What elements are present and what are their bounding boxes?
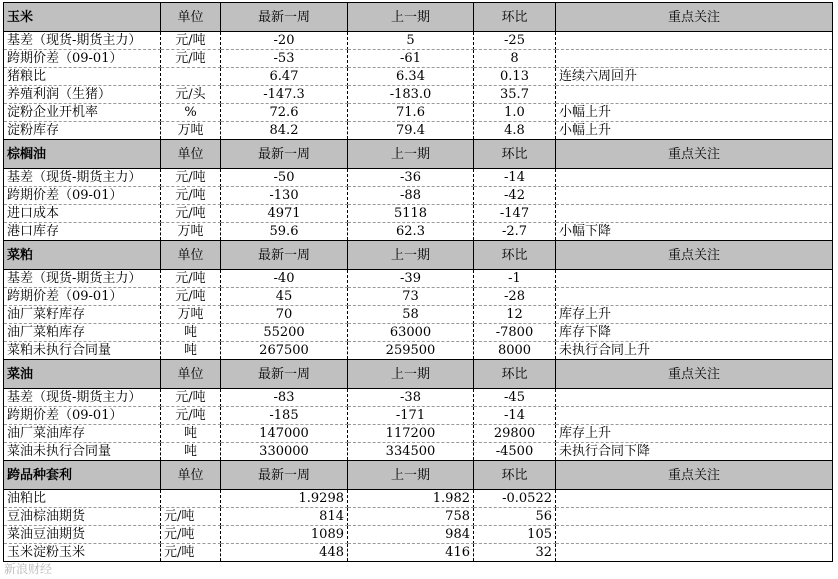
previous-period-cell: -39 <box>348 270 474 288</box>
change-header: 环比 <box>474 241 556 270</box>
focus-note-cell <box>556 50 833 68</box>
section-title: 菜粕 <box>4 241 161 270</box>
previous-period-header: 上一期 <box>348 3 474 32</box>
table-row <box>4 508 833 526</box>
latest-week-cell: 1.9298 <box>221 490 348 508</box>
latest-week-cell: -50 <box>221 169 348 187</box>
table-row <box>4 324 833 342</box>
previous-period-cell: 416 <box>348 544 474 562</box>
table-row <box>4 306 833 324</box>
latest-week-header: 最新一周 <box>221 3 348 32</box>
table-row <box>4 187 833 205</box>
change-cell: 1.0 <box>474 104 556 122</box>
latest-week-cell: 55200 <box>221 324 348 342</box>
section-title: 跨品种套利 <box>4 461 161 490</box>
unit-cell: 万吨 <box>161 122 221 140</box>
unit-cell: 元/吨 <box>161 187 221 205</box>
indicator-name: 油厂菜籽库存 <box>4 306 161 324</box>
change-header: 环比 <box>474 461 556 490</box>
latest-week-cell: 4971 <box>221 205 348 223</box>
weekly-data-table <box>3 2 833 562</box>
focus-note-cell: 小幅上升 <box>556 104 833 122</box>
table-row <box>4 270 833 288</box>
change-cell: -45 <box>474 389 556 407</box>
latest-week-header: 最新一周 <box>221 360 348 389</box>
previous-period-cell: -61 <box>348 50 474 68</box>
indicator-name: 菜油未执行合同量 <box>4 443 161 461</box>
latest-week-cell: -53 <box>221 50 348 68</box>
focus-note-cell <box>556 508 833 526</box>
previous-period-cell: 79.4 <box>348 122 474 140</box>
previous-period-cell: 984 <box>348 526 474 544</box>
latest-week-header: 最新一周 <box>221 461 348 490</box>
table-row <box>4 544 833 562</box>
unit-cell: 元/吨 <box>161 526 221 544</box>
unit-cell: 元/吨 <box>161 389 221 407</box>
focus-header: 重点关注 <box>556 360 833 389</box>
unit-header: 单位 <box>161 140 221 169</box>
indicator-name: 基差（现货-期货主力） <box>4 270 161 288</box>
table-row <box>4 443 833 461</box>
focus-note-cell <box>556 407 833 425</box>
unit-cell: 元/吨 <box>161 32 221 50</box>
previous-period-header: 上一期 <box>348 140 474 169</box>
change-cell: -1 <box>474 270 556 288</box>
latest-week-cell: 70 <box>221 306 348 324</box>
indicator-name: 港口库存 <box>4 223 161 241</box>
previous-period-header: 上一期 <box>348 461 474 490</box>
change-cell: 4.8 <box>474 122 556 140</box>
section-rapeseed-meal <box>4 241 833 360</box>
change-cell: 32 <box>474 544 556 562</box>
focus-note-cell <box>556 205 833 223</box>
unit-cell: 元/吨 <box>161 508 221 526</box>
table-row <box>4 122 833 140</box>
latest-week-cell: -83 <box>221 389 348 407</box>
latest-week-cell: 6.47 <box>221 68 348 86</box>
indicator-name: 基差（现货-期货主力） <box>4 169 161 187</box>
watermark: 新浪财经 <box>4 562 53 576</box>
previous-period-cell: 6.34 <box>348 68 474 86</box>
focus-note-cell: 未执行合同上升 <box>556 342 833 360</box>
unit-header: 单位 <box>161 360 221 389</box>
section-header-row <box>4 360 833 389</box>
section-palm-oil <box>4 140 833 241</box>
unit-cell: 元/吨 <box>161 407 221 425</box>
previous-period-cell: 71.6 <box>348 104 474 122</box>
previous-period-cell: 58 <box>348 306 474 324</box>
latest-week-header: 最新一周 <box>221 241 348 270</box>
table-row <box>4 342 833 360</box>
focus-note-cell <box>556 544 833 562</box>
focus-note-cell <box>556 490 833 508</box>
indicator-name: 基差（现货-期货主力） <box>4 389 161 407</box>
focus-note-cell: 小幅下降 <box>556 223 833 241</box>
table-row <box>4 526 833 544</box>
change-cell: -42 <box>474 187 556 205</box>
unit-cell: 吨 <box>161 425 221 443</box>
indicator-name: 跨期价差（09-01） <box>4 288 161 306</box>
latest-week-cell: -147.3 <box>221 86 348 104</box>
unit-cell: 元/吨 <box>161 205 221 223</box>
unit-cell <box>161 490 221 508</box>
change-cell: -0.0522 <box>474 490 556 508</box>
indicator-name: 跨期价差（09-01） <box>4 407 161 425</box>
section-title: 玉米 <box>4 3 161 32</box>
focus-header: 重点关注 <box>556 3 833 32</box>
previous-period-header: 上一期 <box>348 360 474 389</box>
table-row <box>4 169 833 187</box>
table-row <box>4 205 833 223</box>
focus-header: 重点关注 <box>556 241 833 270</box>
latest-week-cell: 330000 <box>221 443 348 461</box>
change-cell: -14 <box>474 407 556 425</box>
previous-period-cell: 117200 <box>348 425 474 443</box>
section-header-row <box>4 3 833 32</box>
previous-period-header: 上一期 <box>348 241 474 270</box>
change-cell: -28 <box>474 288 556 306</box>
latest-week-cell: -185 <box>221 407 348 425</box>
unit-header: 单位 <box>161 241 221 270</box>
indicator-name: 进口成本 <box>4 205 161 223</box>
focus-note-cell <box>556 270 833 288</box>
change-cell: 12 <box>474 306 556 324</box>
unit-cell: % <box>161 104 221 122</box>
indicator-name: 基差（现货-期货主力） <box>4 32 161 50</box>
previous-period-cell: 5118 <box>348 205 474 223</box>
section-title: 菜油 <box>4 360 161 389</box>
indicator-name: 油厂菜油库存 <box>4 425 161 443</box>
latest-week-cell: 147000 <box>221 425 348 443</box>
focus-note-cell <box>556 288 833 306</box>
indicator-name: 养殖利润（生猪） <box>4 86 161 104</box>
latest-week-cell: 814 <box>221 508 348 526</box>
indicator-name: 玉米淀粉玉米 <box>4 544 161 562</box>
section-header-row <box>4 140 833 169</box>
focus-note-cell: 库存上升 <box>556 425 833 443</box>
change-cell: 56 <box>474 508 556 526</box>
focus-header: 重点关注 <box>556 461 833 490</box>
table-row <box>4 407 833 425</box>
focus-note-cell: 未执行合同下降 <box>556 443 833 461</box>
change-cell: 105 <box>474 526 556 544</box>
change-cell: 29800 <box>474 425 556 443</box>
table-row <box>4 86 833 104</box>
table-row <box>4 32 833 50</box>
table-row <box>4 425 833 443</box>
latest-week-cell: 45 <box>221 288 348 306</box>
change-header: 环比 <box>474 360 556 389</box>
latest-week-cell: 1089 <box>221 526 348 544</box>
focus-note-cell: 连续六周回升 <box>556 68 833 86</box>
focus-note-cell <box>556 169 833 187</box>
table-row <box>4 104 833 122</box>
latest-week-cell: 448 <box>221 544 348 562</box>
focus-note-cell: 库存下降 <box>556 324 833 342</box>
change-cell: -147 <box>474 205 556 223</box>
table-row <box>4 389 833 407</box>
change-cell: -4500 <box>474 443 556 461</box>
unit-cell: 吨 <box>161 324 221 342</box>
indicator-name: 菜油豆油期货 <box>4 526 161 544</box>
unit-header: 单位 <box>161 3 221 32</box>
previous-period-cell: -171 <box>348 407 474 425</box>
change-cell: -14 <box>474 169 556 187</box>
unit-cell: 元/吨 <box>161 169 221 187</box>
change-cell: -7800 <box>474 324 556 342</box>
indicator-name: 淀粉企业开机率 <box>4 104 161 122</box>
previous-period-cell: 1.982 <box>348 490 474 508</box>
change-cell: -25 <box>474 32 556 50</box>
latest-week-header: 最新一周 <box>221 140 348 169</box>
latest-week-cell: 72.6 <box>221 104 348 122</box>
latest-week-cell: 84.2 <box>221 122 348 140</box>
section-header-row <box>4 461 833 490</box>
previous-period-cell: 62.3 <box>348 223 474 241</box>
table-row <box>4 223 833 241</box>
latest-week-cell: -40 <box>221 270 348 288</box>
indicator-name: 豆油棕油期货 <box>4 508 161 526</box>
focus-header: 重点关注 <box>556 140 833 169</box>
unit-cell: 万吨 <box>161 306 221 324</box>
focus-note-cell: 库存上升 <box>556 306 833 324</box>
indicator-name: 油厂菜粕库存 <box>4 324 161 342</box>
indicator-name: 跨期价差（09-01） <box>4 187 161 205</box>
unit-cell: 元/头 <box>161 86 221 104</box>
focus-note-cell <box>556 389 833 407</box>
unit-cell: 吨 <box>161 342 221 360</box>
focus-note-cell <box>556 187 833 205</box>
latest-week-cell: -20 <box>221 32 348 50</box>
unit-cell: 元/吨 <box>161 50 221 68</box>
change-cell: 35.7 <box>474 86 556 104</box>
unit-cell <box>161 68 221 86</box>
section-title: 棕榈油 <box>4 140 161 169</box>
section-cross-variety-arbitrage <box>4 461 833 562</box>
previous-period-cell: 5 <box>348 32 474 50</box>
focus-note-cell <box>556 526 833 544</box>
unit-cell: 万吨 <box>161 223 221 241</box>
previous-period-cell: 63000 <box>348 324 474 342</box>
previous-period-cell: 758 <box>348 508 474 526</box>
change-cell: 8 <box>474 50 556 68</box>
table-row <box>4 288 833 306</box>
section-rapeseed-oil <box>4 360 833 461</box>
indicator-name: 油粕比 <box>4 490 161 508</box>
focus-note-cell <box>556 32 833 50</box>
previous-period-cell: -183.0 <box>348 86 474 104</box>
latest-week-cell: 267500 <box>221 342 348 360</box>
table-row <box>4 68 833 86</box>
unit-cell: 元/吨 <box>161 270 221 288</box>
indicator-name: 猪粮比 <box>4 68 161 86</box>
focus-note-cell: 小幅上升 <box>556 122 833 140</box>
change-cell: 0.13 <box>474 68 556 86</box>
previous-period-cell: 334500 <box>348 443 474 461</box>
previous-period-cell: -36 <box>348 169 474 187</box>
previous-period-cell: 259500 <box>348 342 474 360</box>
change-cell: 8000 <box>474 342 556 360</box>
focus-note-cell <box>556 86 833 104</box>
latest-week-cell: 59.6 <box>221 223 348 241</box>
indicator-name: 淀粉库存 <box>4 122 161 140</box>
section-corn <box>4 3 833 140</box>
table-row <box>4 490 833 508</box>
change-cell: -2.7 <box>474 223 556 241</box>
unit-cell: 元/吨 <box>161 288 221 306</box>
change-header: 环比 <box>474 3 556 32</box>
latest-week-cell: -130 <box>221 187 348 205</box>
unit-cell: 元/吨 <box>161 544 221 562</box>
change-header: 环比 <box>474 140 556 169</box>
previous-period-cell: 73 <box>348 288 474 306</box>
unit-cell: 吨 <box>161 443 221 461</box>
table-row <box>4 50 833 68</box>
previous-period-cell: -88 <box>348 187 474 205</box>
section-header-row <box>4 241 833 270</box>
indicator-name: 跨期价差（09-01） <box>4 50 161 68</box>
indicator-name: 菜粕未执行合同量 <box>4 342 161 360</box>
previous-period-cell: -38 <box>348 389 474 407</box>
unit-header: 单位 <box>161 461 221 490</box>
